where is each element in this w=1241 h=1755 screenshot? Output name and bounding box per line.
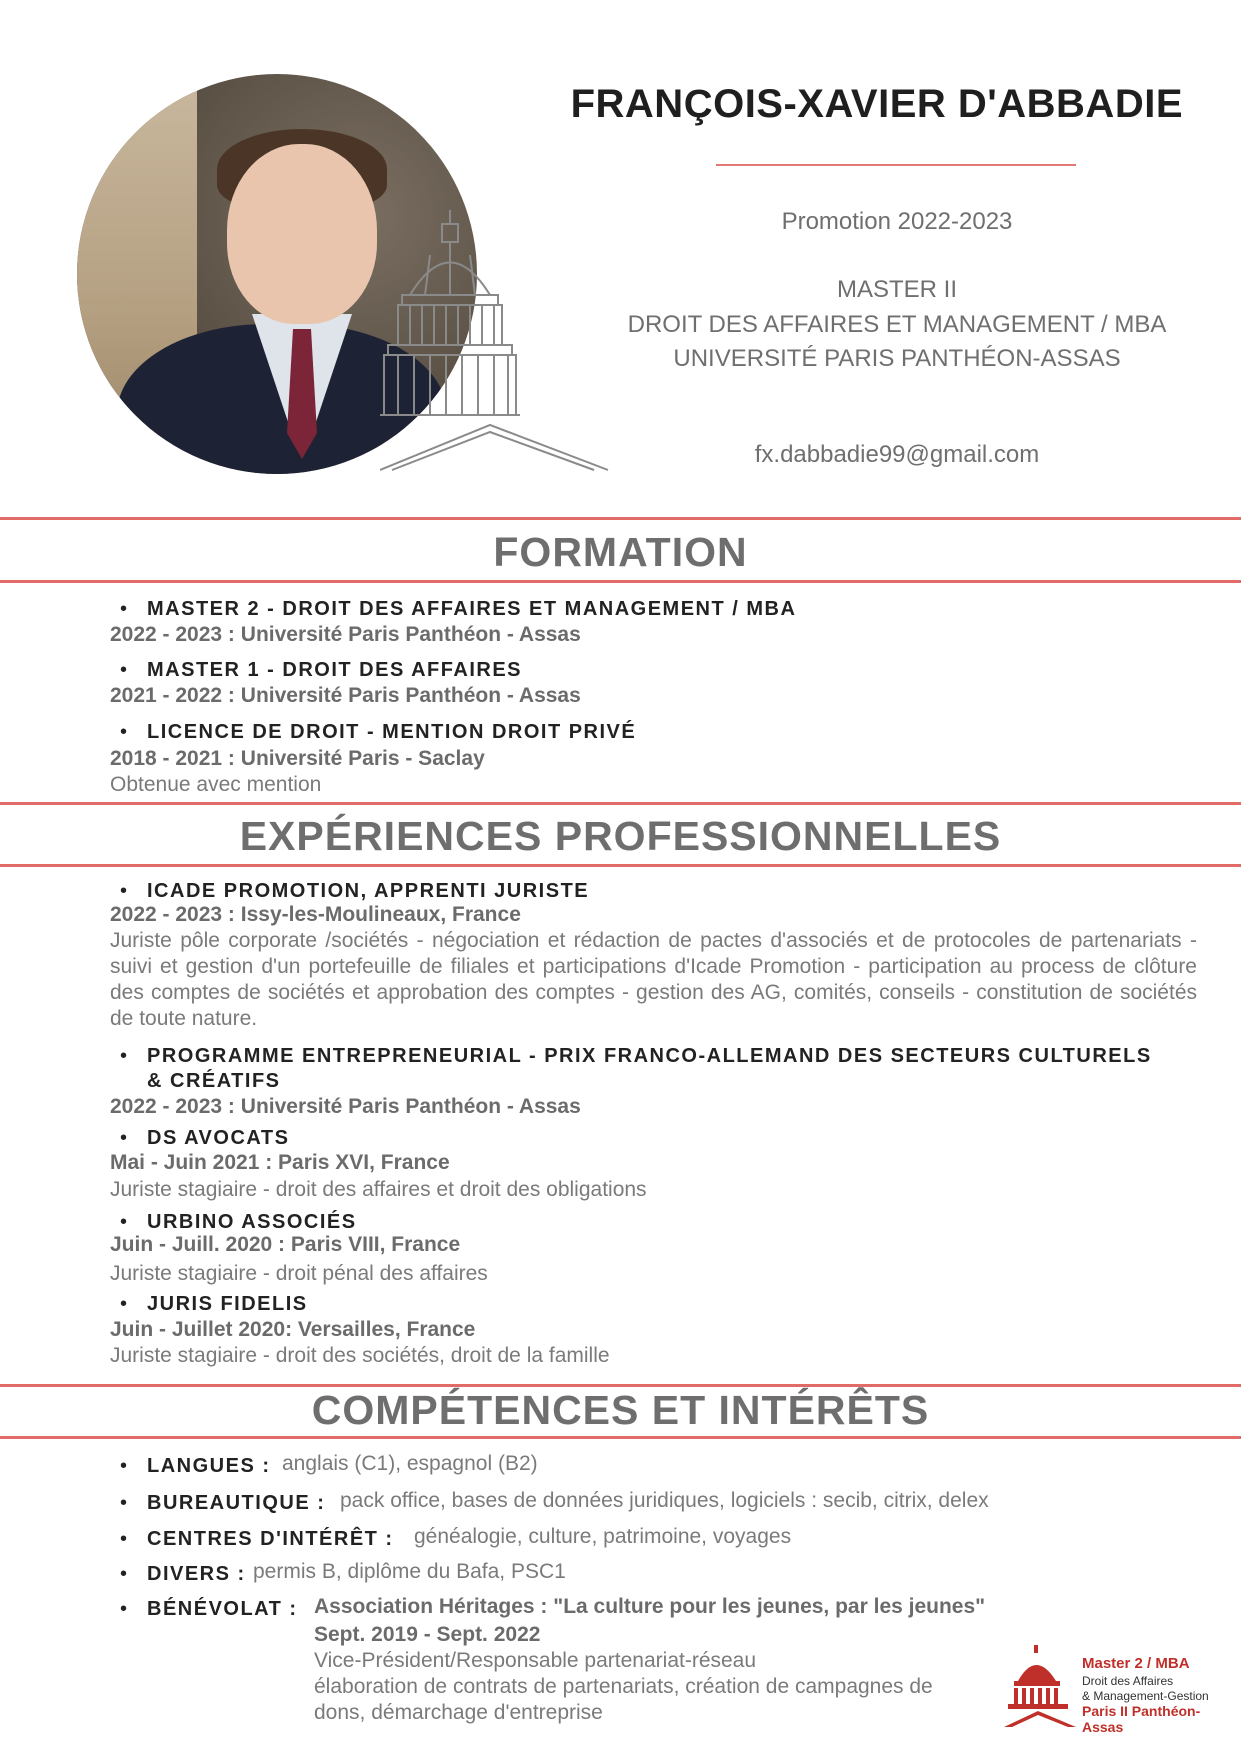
experience-date-2: 2022 - 2023 : Université Paris Panthéon - Assas xyxy=(110,1095,581,1118)
section-rule-bottom xyxy=(0,864,1241,867)
volunteering-desc-2: dons, démarchage d'entreprise xyxy=(314,1701,603,1724)
experience-title-2a: PROGRAMME ENTREPRENEURIAL - PRIX FRANCO-ALLEMAND DES SECTEURS CULTURELS xyxy=(147,1045,1152,1067)
bullet: • xyxy=(120,1293,128,1315)
skill-value-interests: généalogie, culture, patrimoine, voyages xyxy=(414,1525,792,1548)
experience-title-1: ICADE PROMOTION, APPRENTI JURISTE xyxy=(147,880,590,902)
experience-title-5: JURIS FIDELIS xyxy=(147,1293,308,1315)
formation-date-1: 2022 - 2023 : Université Paris Panthéon - Assas xyxy=(110,623,581,646)
experience-date-5: Juin - Juillet 2020: Versailles, France xyxy=(110,1318,476,1341)
pantheon-illustration xyxy=(380,210,610,472)
university-logo-icon xyxy=(1004,1645,1078,1729)
skill-label-interests: CENTRES D'INTÉRÊT : xyxy=(147,1528,394,1550)
bullet: • xyxy=(120,721,128,743)
formation-note-3: Obtenue avec mention xyxy=(110,773,322,796)
bullet: • xyxy=(120,880,128,902)
volunteering-dates: Sept. 2019 - Sept. 2022 xyxy=(314,1623,541,1646)
formation-title-3: LICENCE DE DROIT - MENTION DROIT PRIVÉ xyxy=(147,721,637,743)
degree-line-2: DROIT DES AFFAIRES ET MANAGEMENT / MBA xyxy=(627,311,1167,338)
experience-desc-1: Juriste pôle corporate /sociétés - négociation et rédaction de pactes d'associés et de protocoles de partenariats - suivi et gestion d'un portefeuille de filiales et participations d'Icade Promotion - participation au process de clôture des comptes de sociétés et approbation des comptes - gestion des AG, comités, conseils - constitution de sociétés de toute nature. xyxy=(110,929,1197,1030)
degree-line-1: MASTER II xyxy=(836,276,957,303)
experience-date-1: 2022 - 2023 : Issy-les-Moulineaux, France xyxy=(110,903,521,926)
section-rule-bottom xyxy=(0,580,1241,583)
volunteering-role: Vice-Président/Responsable partenariat-réseau xyxy=(314,1649,757,1672)
experience-title-3: DS AVOCATS xyxy=(147,1127,290,1149)
promotion-text: Promotion 2022-2023 xyxy=(781,208,1013,235)
candidate-name: FRANÇOIS-XAVIER D'ABBADIE xyxy=(570,82,1183,126)
logo-text-line-2: Droit des Affaires xyxy=(1082,1674,1174,1688)
bullet: • xyxy=(120,659,128,681)
skill-label-languages: LANGUES : xyxy=(147,1455,271,1477)
bullet: • xyxy=(120,1598,128,1620)
formation-title-1: MASTER 2 - DROIT DES AFFAIRES ET MANAGEMENT / MBA xyxy=(147,598,797,620)
skill-value-languages: anglais (C1), espagnol (B2) xyxy=(282,1452,538,1475)
skill-label-volunteering: BÉNÉVOLAT : xyxy=(147,1598,298,1620)
bullet: • xyxy=(120,1563,128,1585)
skill-value-office: pack office, bases de données juridiques, logiciels : secib, citrix, delex xyxy=(340,1489,989,1512)
section-rule-top xyxy=(0,517,1241,520)
volunteering-desc-1: élaboration de contrats de partenariats, création de campagnes de xyxy=(314,1675,933,1698)
section-title-formation: FORMATION xyxy=(493,529,748,575)
experience-desc-4: Juriste stagiaire - droit pénal des affaires xyxy=(110,1262,488,1285)
logo-text-line-4: Paris II Panthéon-Assas xyxy=(1082,1703,1201,1735)
section-rule-bottom xyxy=(0,1436,1241,1439)
experience-desc-5: Juriste stagiaire - droit des sociétés, droit de la famille xyxy=(110,1344,610,1367)
bullet: • xyxy=(120,1211,128,1233)
logo-text-line-3: & Management-Gestion xyxy=(1082,1689,1209,1703)
volunteering-org: Association Héritages : "La culture pour les jeunes, par les jeunes" xyxy=(314,1595,986,1618)
bullet: • xyxy=(120,1045,128,1067)
experience-title-4: URBINO ASSOCIÉS xyxy=(147,1211,357,1233)
bullet: • xyxy=(120,1492,128,1514)
experience-desc-3: Juriste stagiaire - droit des affaires et droit des obligations xyxy=(110,1178,647,1201)
formation-date-3: 2018 - 2021 : Université Paris - Saclay xyxy=(110,747,485,770)
experience-date-3: Mai - Juin 2021 : Paris XVI, France xyxy=(110,1151,450,1174)
skill-label-misc: DIVERS : xyxy=(147,1563,246,1585)
bullet: • xyxy=(120,598,128,620)
degree-line-3: UNIVERSITÉ PARIS PANTHÉON-ASSAS xyxy=(673,345,1121,372)
section-rule-top xyxy=(0,802,1241,805)
bullet: • xyxy=(120,1127,128,1149)
name-underline xyxy=(716,164,1076,166)
formation-title-2: MASTER 1 - DROIT DES AFFAIRES xyxy=(147,659,523,681)
section-title-skills: COMPÉTENCES ET INTÉRÊTS xyxy=(311,1387,930,1433)
email-address[interactable]: fx.dabbadie99@gmail.com xyxy=(754,441,1040,468)
formation-date-2: 2021 - 2022 : Université Paris Panthéon - Assas xyxy=(110,684,581,707)
section-title-experiences: EXPÉRIENCES PROFESSIONNELLES xyxy=(239,813,1002,859)
experience-title-2b: & CRÉATIFS xyxy=(147,1070,281,1092)
bullet: • xyxy=(120,1528,128,1550)
logo-text-line-1: Master 2 / MBA xyxy=(1082,1655,1190,1672)
experience-date-4: Juin - Juill. 2020 : Paris VIII, France xyxy=(110,1233,461,1256)
bullet: • xyxy=(120,1455,128,1477)
skill-value-misc: permis B, diplôme du Bafa, PSC1 xyxy=(253,1560,566,1583)
skill-label-office: BUREAUTIQUE : xyxy=(147,1492,326,1514)
